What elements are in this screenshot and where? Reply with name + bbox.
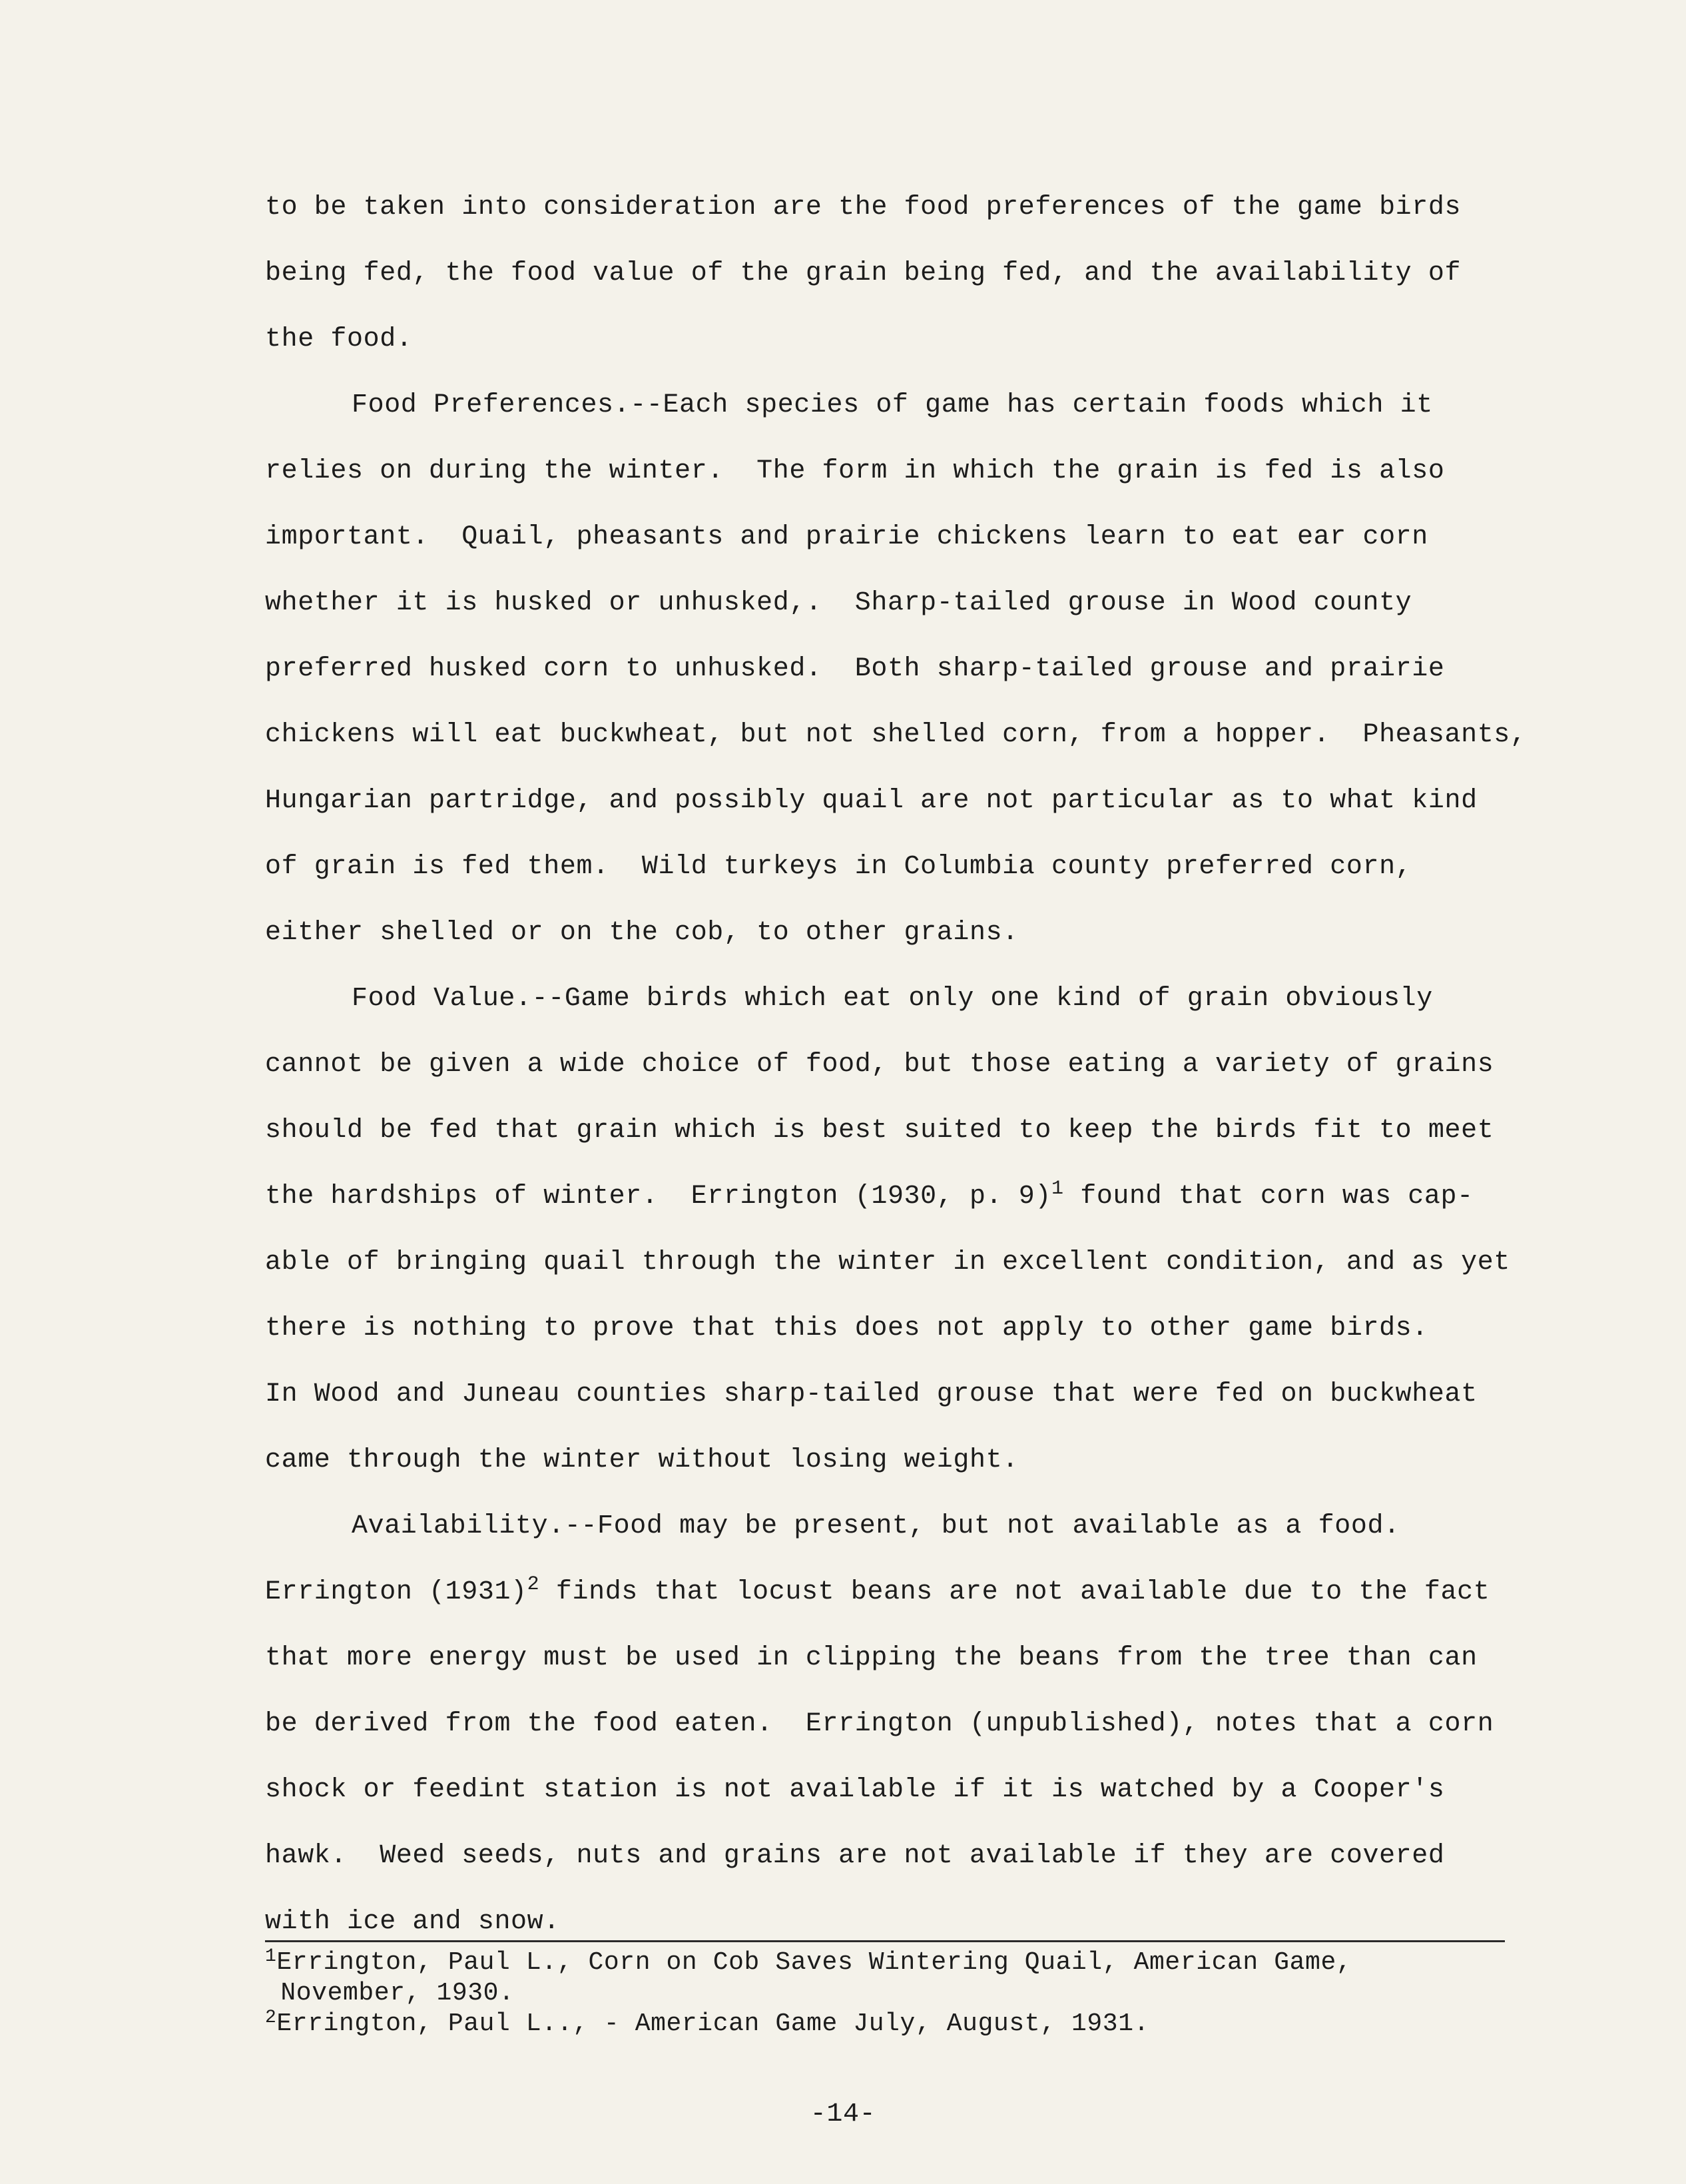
paragraph-availability — [265, 1493, 1563, 1955]
page-number: -14- — [810, 2099, 876, 2129]
paragraph-food-preferences — [265, 372, 1563, 966]
footnote-ref-2: 2 — [527, 1573, 540, 1596]
footnotes — [265, 1948, 1530, 2039]
text-line: Food Preferences.--Each species of game has certain foods which it — [352, 390, 1433, 420]
text-segment: finds that locust beans are not available due to the fact — [539, 1577, 1490, 1607]
text-line: whether it is husked or unhusked,. Sharp-tailed grouse in Wood county — [265, 588, 1412, 618]
text-line: In Wood and Juneau counties sharp-tailed grouse that were fed on buckwheat — [265, 1379, 1478, 1409]
text-line: either shelled or on the cob, to other grains. — [265, 918, 1019, 948]
footnote-divider — [265, 1940, 1505, 1942]
paragraph-food-value — [265, 966, 1563, 1493]
text-segment: found that corn was cap- — [1063, 1182, 1474, 1212]
text-line: there is nothing to prove that this does not apply to other game birds. — [265, 1313, 1428, 1343]
footnote-mark-2: 2 — [265, 2007, 277, 2028]
text-line: to be taken into consideration are the food preferences of the game birds — [265, 192, 1462, 222]
text-line: relies on during the winter. The form in which the grain is fed is also — [265, 456, 1445, 486]
text-line: being fed, the food value of the grain being fed, and the availability of — [265, 258, 1462, 288]
text-line: should be fed that grain which is best suited to keep the birds fit to meet — [265, 1116, 1494, 1146]
text-line: be derived from the food eaten. Errington (unpublished), notes that a corn — [265, 1709, 1494, 1739]
text-line-with-footnote-ref — [265, 1559, 1563, 1625]
text-line: that more energy must be used in clipping the beans from the tree than can — [265, 1643, 1478, 1673]
text-line: came through the winter without losing weight. — [265, 1445, 1019, 1475]
text-line: able of bringing quail through the winter in excellent condition, and as yet — [265, 1248, 1510, 1277]
text-line: hawk. Weed seeds, nuts and grains are not available if they are covered — [265, 1841, 1445, 1871]
body-text — [265, 175, 1563, 1955]
text-segment: Errington (1931) — [265, 1577, 527, 1607]
text-line: Food Value.--Game birds which eat only one kind of grain obviously — [352, 984, 1433, 1014]
text-line: chickens will eat buckwheat, but not shelled corn, from a hopper. Pheasants, — [265, 720, 1527, 750]
footnote-1 — [265, 1948, 1530, 1978]
text-line: shock or feedint station is not available if it is watched by a Cooper's — [265, 1775, 1445, 1805]
text-line: cannot be given a wide choice of food, but those eating a variety of grains — [265, 1050, 1494, 1080]
text-line: Hungarian partridge, and possibly quail are not particular as to what kind — [265, 786, 1478, 816]
text-line: important. Quail, pheasants and prairie chickens learn to eat ear corn — [265, 522, 1428, 552]
text-line-with-footnote-ref — [265, 1164, 1563, 1230]
text-line: with ice and snow. — [265, 1907, 560, 1937]
footnote-ref-1: 1 — [1051, 1178, 1064, 1200]
footnote-mark-1: 1 — [265, 1946, 277, 1967]
text-line: preferred husked corn to unhusked. Both sharp-tailed grouse and prairie — [265, 654, 1445, 684]
text-line: the food. — [265, 324, 413, 354]
text-segment: the hardships of winter. Errington (1930, p. 9) — [265, 1182, 1051, 1212]
paragraph-intro-continuation — [265, 175, 1563, 372]
text-line: Availability.--Food may be present, but not available as a food. — [352, 1511, 1400, 1541]
footnote-text: Errington, Paul L., Corn on Cob Saves Wintering Quail, American Game, — [276, 1948, 1352, 1977]
footnote-1-continued: November, 1930. — [265, 1979, 515, 2007]
text-line: of grain is fed them. Wild turkeys in Columbia county preferred corn, — [265, 852, 1412, 882]
footnote-text: Errington, Paul L.., - American Game July, August, 1931. — [276, 2009, 1150, 2038]
footnote-2 — [265, 2009, 1530, 2039]
